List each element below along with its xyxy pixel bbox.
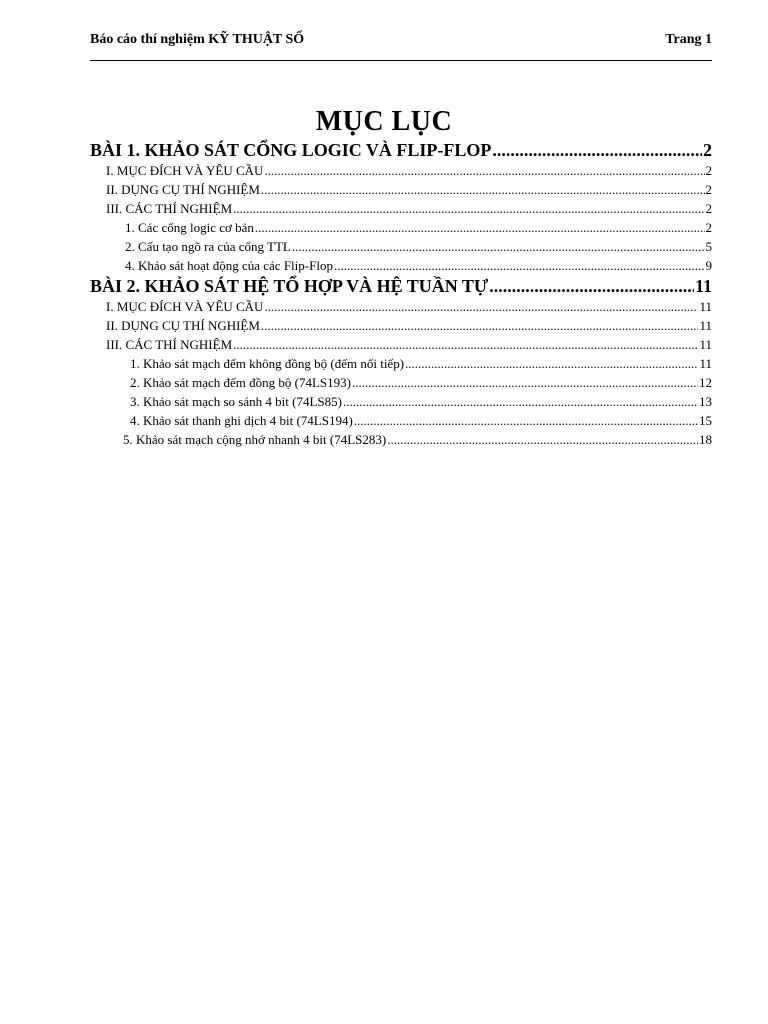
- dot-leader: [489, 275, 694, 297]
- toc-entry-page: 11: [699, 299, 712, 314]
- toc-entry-label: 2. Khảo sát mạch đếm đồng bộ (74LS193): [130, 375, 351, 390]
- toc-entry[interactable]: [90, 411, 712, 430]
- toc-entry[interactable]: [90, 373, 712, 392]
- toc-entry[interactable]: [90, 180, 712, 199]
- dot-leader: [233, 335, 698, 354]
- toc-entry-label: 4. Khảo sát thanh ghi dịch 4 bit (74LS194): [130, 413, 353, 428]
- toc-entry[interactable]: [90, 161, 712, 180]
- header-document-title: Báo cáo thí nghiệm KỸ THUẬT SỐ: [90, 32, 305, 47]
- toc-entry-page: 12: [699, 375, 712, 390]
- toc-entry-label: III. CÁC THÍ NGHIỆM: [106, 201, 233, 216]
- toc-entry-label: 4. Khảo sát hoạt động của các Flip-Flop: [125, 258, 333, 273]
- toc-entry-page: 11: [699, 356, 712, 371]
- toc-entry-page: 13: [699, 394, 712, 409]
- toc-entry-page: 2: [705, 201, 712, 216]
- toc-entry-label: II. DỤNG CỤ THÍ NGHIỆM: [106, 182, 260, 197]
- dot-leader: [233, 199, 704, 218]
- page-header: [90, 32, 712, 61]
- toc-entry[interactable]: [90, 392, 712, 411]
- toc-entry[interactable]: [90, 316, 712, 335]
- toc-entry-page: 11: [699, 318, 712, 333]
- toc-entry-label: III. CÁC THÍ NGHIỆM: [106, 337, 233, 352]
- toc-entry-label: BÀI 1. KHẢO SÁT CỔNG LOGIC VÀ FLIP-FLOP: [90, 140, 492, 160]
- toc-entry[interactable]: [90, 335, 712, 354]
- toc-entry[interactable]: [90, 430, 712, 449]
- toc-entry-bai1[interactable]: [90, 139, 712, 161]
- dot-leader: [343, 392, 698, 411]
- dot-leader: [334, 256, 705, 275]
- toc-entry[interactable]: [90, 199, 712, 218]
- dot-leader: [387, 430, 698, 449]
- toc-entry-page: 2: [705, 220, 712, 235]
- toc-entry[interactable]: [90, 256, 712, 275]
- toc-entry-label: 1. Khảo sát mạch đếm không đồng bộ (đếm nối tiếp): [130, 356, 405, 371]
- dot-leader: [354, 411, 698, 430]
- dot-leader: [261, 180, 705, 199]
- dot-leader: [292, 237, 705, 256]
- header-page-number: Trang 1: [665, 32, 712, 47]
- toc-entry[interactable]: [90, 218, 712, 237]
- toc-entry-page: 2: [705, 163, 712, 178]
- toc-entry-label: 5. Khảo sát mạch cộng nhớ nhanh 4 bit (74LS283): [123, 432, 387, 447]
- toc-entry-page: 2: [703, 140, 712, 160]
- toc-entry-label: II. DỤNG CỤ THÍ NGHIỆM: [106, 318, 260, 333]
- toc-entry-page: 15: [699, 413, 712, 428]
- dot-leader: [352, 373, 698, 392]
- toc-entry-label: 2. Cấu tạo ngõ ra của cổng TTL: [125, 239, 291, 254]
- toc-entry-label: I. MỤC ĐÍCH VÀ YÊU CẦU: [106, 299, 264, 314]
- toc-entry-page: 2: [705, 182, 712, 197]
- toc-entry-page: 9: [705, 258, 712, 273]
- toc-entry-label: 1. Các cổng logic cơ bản: [125, 220, 254, 235]
- toc-entry-label: 3. Khảo sát mạch so sánh 4 bit (74LS85): [130, 394, 342, 409]
- toc-entry-page: 11: [694, 276, 712, 296]
- toc-entry-page: 11: [699, 337, 712, 352]
- toc-entry[interactable]: [90, 297, 712, 316]
- page-title: MỤC LỤC: [315, 106, 453, 137]
- table-of-contents: [90, 139, 712, 449]
- toc-entry[interactable]: [90, 237, 712, 256]
- dot-leader: [264, 297, 698, 316]
- dot-leader: [492, 139, 702, 161]
- toc-entry-page: 5: [705, 239, 712, 254]
- dot-leader: [405, 354, 698, 373]
- toc-entry-page: 18: [699, 432, 712, 447]
- toc-entry-bai2[interactable]: [90, 275, 712, 297]
- dot-leader: [261, 316, 699, 335]
- dot-leader: [264, 161, 704, 180]
- toc-entry[interactable]: [90, 354, 712, 373]
- dot-leader: [255, 218, 705, 237]
- toc-entry-label: I. MỤC ĐÍCH VÀ YÊU CẦU: [106, 163, 264, 178]
- toc-entry-label: BÀI 2. KHẢO SÁT HỆ TỔ HỢP VÀ HỆ TUẦN TỰ: [90, 276, 489, 296]
